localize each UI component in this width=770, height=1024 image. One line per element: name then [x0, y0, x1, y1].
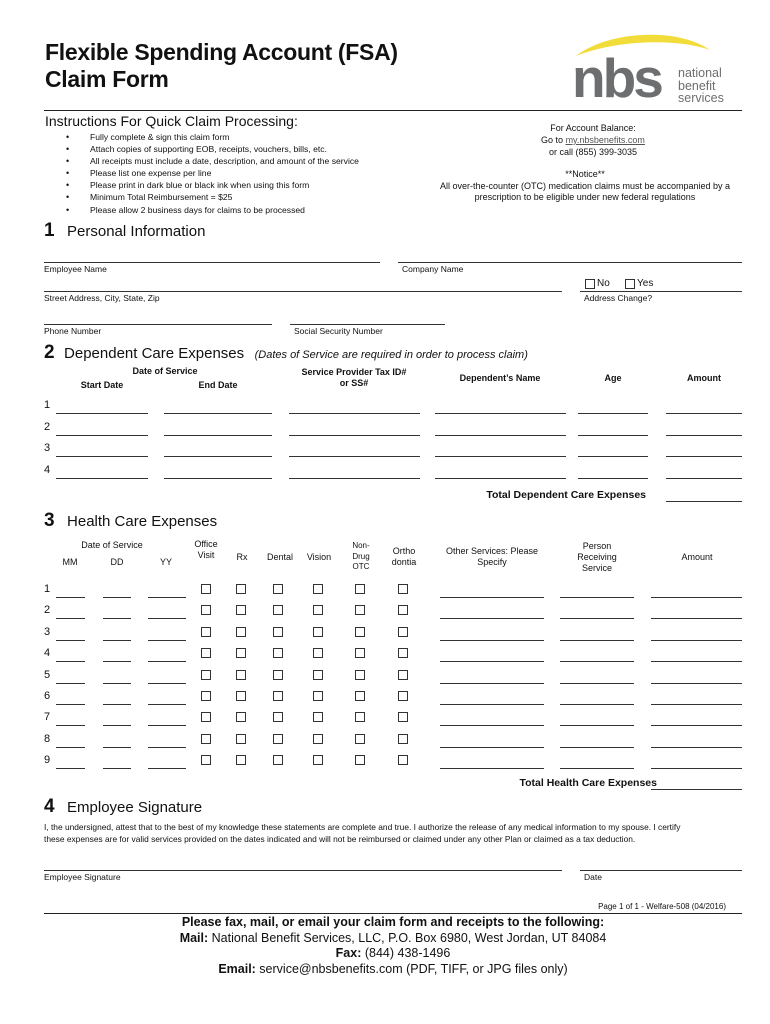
non-drug-otc-checkbox[interactable]: [355, 670, 365, 680]
section2-heading: 2 Dependent Care Expenses (Dates of Service are required in order to process claim): [44, 342, 528, 363]
hc-other-services-field[interactable]: [440, 597, 544, 598]
non-drug-otc-checkbox[interactable]: [355, 584, 365, 594]
dental-checkbox[interactable]: [273, 734, 283, 744]
section4-heading: 4 Employee Signature: [44, 796, 203, 817]
balance-link[interactable]: my.nbsbenefits.com: [565, 135, 645, 145]
dc-dependent-name-field[interactable]: [435, 456, 566, 457]
dental-checkbox[interactable]: [273, 670, 283, 680]
dc-provider-header: Service Provider Tax ID# or SS#: [301, 367, 407, 388]
hc-row-number: 1: [44, 583, 51, 595]
non-drug-otc-checkbox[interactable]: [355, 712, 365, 722]
dc-row-number: 3: [44, 442, 51, 455]
hc-yy-field[interactable]: [148, 704, 186, 705]
hc-mm-field[interactable]: [56, 725, 85, 726]
dc-age-field[interactable]: [578, 478, 648, 479]
dental-checkbox[interactable]: [273, 691, 283, 701]
section1-heading: 1 Personal Information: [44, 220, 206, 241]
vision-checkbox[interactable]: [313, 734, 323, 744]
signature-date-field[interactable]: [580, 870, 742, 871]
instructions-heading: Instructions For Quick Claim Processing:: [45, 113, 298, 129]
hc-person-field[interactable]: [560, 640, 634, 641]
hc-amount-field[interactable]: [651, 597, 742, 598]
hc-other-services-field[interactable]: [440, 704, 544, 705]
hc-person-field[interactable]: [560, 683, 634, 684]
hc-person-field[interactable]: [560, 597, 634, 598]
street-address-field[interactable]: [44, 291, 562, 292]
hc-yy-field[interactable]: [148, 661, 186, 662]
footer-divider: [44, 913, 742, 914]
hc-amount-header: Amount: [681, 552, 713, 562]
hc-mm-field[interactable]: [56, 640, 85, 641]
signature-date-label: Date: [584, 872, 602, 882]
footer-instruction: Please fax, mail, or email your claim form and receipts to the following:: [181, 915, 605, 929]
hc-person-field[interactable]: [560, 725, 634, 726]
hc-amount-field[interactable]: [651, 704, 742, 705]
hc-other-services-field[interactable]: [440, 725, 544, 726]
hc-yy-field[interactable]: [148, 747, 186, 748]
vision-checkbox[interactable]: [313, 712, 323, 722]
footer-mail: Mail: National Benefit Services, LLC, P.O. Box 6980, West Jordan, UT 84084: [179, 931, 607, 945]
dc-amount-header: Amount: [687, 373, 721, 383]
hc-mm-field[interactable]: [56, 768, 85, 769]
dc-total-field[interactable]: [666, 501, 742, 502]
hc-row-number: 9: [44, 754, 51, 767]
dc-age-field[interactable]: [578, 456, 648, 457]
non-drug-otc-checkbox[interactable]: [355, 648, 365, 658]
hc-mm-header: MM: [62, 557, 78, 567]
rx-checkbox[interactable]: [236, 712, 246, 722]
vision-checkbox[interactable]: [313, 605, 323, 615]
rx-checkbox[interactable]: [236, 584, 246, 594]
office-visit-checkbox[interactable]: [201, 627, 211, 637]
orthodontia-checkbox[interactable]: [398, 755, 408, 765]
hc-row-number: 7: [44, 711, 51, 724]
non-drug-otc-checkbox[interactable]: [355, 734, 365, 744]
hc-row-number: 6: [44, 690, 51, 702]
dc-end-date-field[interactable]: [164, 435, 272, 436]
hc-amount-field[interactable]: [651, 683, 742, 684]
form-title-line2: Claim Form: [45, 66, 169, 92]
vision-checkbox[interactable]: [313, 755, 323, 765]
hc-date-of-service-header: Date of Service: [81, 540, 143, 550]
hc-dd-field[interactable]: [103, 618, 131, 619]
hc-dd-field[interactable]: [103, 683, 131, 684]
hc-mm-field[interactable]: [56, 597, 85, 598]
dc-provider-field[interactable]: [289, 413, 420, 414]
rx-checkbox[interactable]: [236, 734, 246, 744]
orthodontia-checkbox[interactable]: [398, 584, 408, 594]
hc-mm-field[interactable]: [56, 661, 85, 662]
company-name-label: Company Name: [402, 264, 464, 274]
dc-age-header: Age: [604, 373, 622, 383]
hc-orthodontia-header: Ortho dontia: [391, 546, 417, 567]
hc-vision-header: Vision: [306, 552, 332, 562]
dental-checkbox[interactable]: [273, 755, 283, 765]
non-drug-otc-checkbox[interactable]: [355, 605, 365, 615]
employee-signature-label: Employee Signature: [44, 872, 121, 882]
hc-row-number: 4: [44, 647, 51, 660]
hc-dd-field[interactable]: [103, 661, 131, 662]
dc-date-of-service-header: Date of Service: [132, 366, 198, 376]
hc-other-services-field[interactable]: [440, 640, 544, 641]
hc-dental-header: Dental: [266, 552, 293, 562]
hc-dd-field[interactable]: [103, 640, 131, 641]
dc-age-field[interactable]: [578, 413, 648, 414]
header-divider: [44, 110, 742, 111]
dental-checkbox[interactable]: [273, 605, 283, 615]
dc-start-date-field[interactable]: [56, 413, 148, 414]
dc-start-date-field[interactable]: [56, 456, 148, 457]
hc-office-visit-header: Office Visit: [194, 539, 218, 560]
hc-dd-field[interactable]: [103, 704, 131, 705]
orthodontia-checkbox[interactable]: [398, 648, 408, 658]
orthodontia-checkbox[interactable]: [398, 691, 408, 701]
dc-amount-field[interactable]: [666, 456, 742, 457]
orthodontia-checkbox[interactable]: [398, 627, 408, 637]
hc-yy-header: YY: [159, 557, 172, 567]
hc-non-drug-otc-header: Non- Drug OTC: [352, 541, 370, 571]
form-title-line1: Flexible Spending Account (FSA): [45, 39, 398, 65]
hc-other-services-header: Other Services: Please Specify: [445, 546, 539, 567]
address-change-line: [580, 291, 742, 292]
non-drug-otc-checkbox[interactable]: [355, 627, 365, 637]
dental-checkbox[interactable]: [273, 584, 283, 594]
non-drug-otc-checkbox[interactable]: [355, 755, 365, 765]
dc-provider-field[interactable]: [289, 456, 420, 457]
hc-other-services-field[interactable]: [440, 768, 544, 769]
hc-total-label: Total Health Care Expenses: [519, 777, 657, 789]
section3-heading: 3 Health Care Expenses: [44, 510, 218, 531]
dc-amount-field[interactable]: [666, 435, 742, 436]
vision-checkbox[interactable]: [313, 691, 323, 701]
dc-dependent-name-field[interactable]: [435, 435, 566, 436]
dc-end-date-header: End Date: [198, 380, 238, 390]
vision-checkbox[interactable]: [313, 648, 323, 658]
hc-mm-field[interactable]: [56, 618, 85, 619]
dc-end-date-field[interactable]: [164, 413, 272, 414]
dc-provider-field[interactable]: [289, 435, 420, 436]
list-item: • Fully complete & sign this claim form: [66, 131, 359, 143]
logo-text: nbs: [572, 47, 661, 109]
hc-row-number: 2: [44, 604, 51, 617]
rx-checkbox[interactable]: [236, 648, 246, 658]
hc-other-services-field[interactable]: [440, 683, 544, 684]
hc-person-field[interactable]: [560, 768, 634, 769]
hc-amount-field[interactable]: [651, 640, 742, 641]
ssn-label: Social Security Number: [294, 326, 383, 336]
footer-email: Email: service@nbsbenefits.com (PDF, TIFF, or JPG files only): [218, 962, 568, 976]
vision-checkbox[interactable]: [313, 670, 323, 680]
page-number: Page 1 of 1 - Welfare-508 (04/2016): [598, 902, 726, 911]
hc-person-receiving-header: Person Receiving Service: [577, 541, 617, 573]
list-item: • Please allow 2 business days for claims to be processed: [66, 204, 359, 216]
hc-amount-field[interactable]: [651, 661, 742, 662]
account-balance-info: For Account Balance: Go to my.nbsbenefits.com or call (855) 399-3035: [541, 123, 645, 157]
dc-dependent-name-header: Dependent’s Name: [459, 373, 541, 383]
hc-amount-field[interactable]: [651, 768, 742, 769]
street-address-label: Street Address, City, State, Zip: [44, 293, 160, 303]
rx-checkbox[interactable]: [236, 627, 246, 637]
hc-yy-field[interactable]: [148, 768, 186, 769]
dc-amount-field[interactable]: [666, 478, 742, 479]
office-visit-checkbox[interactable]: [201, 691, 211, 701]
dc-row-number: 2: [44, 420, 51, 433]
non-drug-otc-checkbox[interactable]: [355, 691, 365, 701]
nbs-logo: [566, 30, 746, 108]
dental-checkbox[interactable]: [273, 712, 283, 722]
hc-dd-field[interactable]: [103, 747, 131, 748]
dc-age-field[interactable]: [578, 435, 648, 436]
list-item: • Attach copies of supporting EOB, receipts, vouchers, bills, etc.: [66, 143, 359, 155]
hc-yy-field[interactable]: [148, 640, 186, 641]
vision-checkbox[interactable]: [313, 627, 323, 637]
office-visit-checkbox[interactable]: [201, 755, 211, 765]
office-visit-checkbox[interactable]: [201, 734, 211, 744]
dc-dependent-name-field[interactable]: [435, 478, 566, 479]
hc-amount-field[interactable]: [651, 725, 742, 726]
rx-checkbox[interactable]: [236, 755, 246, 765]
rx-checkbox[interactable]: [236, 670, 246, 680]
address-change-no-checkbox[interactable]: [585, 279, 595, 289]
dental-checkbox[interactable]: [273, 627, 283, 637]
office-visit-checkbox[interactable]: [201, 712, 211, 722]
hc-yy-field[interactable]: [148, 683, 186, 684]
office-visit-checkbox[interactable]: [201, 648, 211, 658]
address-change-label: Address Change?: [584, 293, 653, 303]
hc-dd-field[interactable]: [103, 725, 131, 726]
hc-other-services-field[interactable]: [440, 618, 544, 619]
orthodontia-checkbox[interactable]: [398, 712, 408, 722]
hc-yy-field[interactable]: [148, 597, 186, 598]
address-change-yes-checkbox[interactable]: [625, 279, 635, 289]
dc-dependent-name-field[interactable]: [435, 413, 566, 414]
hc-person-field[interactable]: [560, 661, 634, 662]
dc-total-label: Total Dependent Care Expenses: [486, 489, 646, 501]
hc-total-field[interactable]: [651, 789, 742, 790]
orthodontia-checkbox[interactable]: [398, 670, 408, 680]
rx-checkbox[interactable]: [236, 605, 246, 615]
hc-mm-field[interactable]: [56, 747, 85, 748]
hc-dd-header: DD: [110, 557, 124, 567]
hc-other-services-field[interactable]: [440, 661, 544, 662]
hc-person-field[interactable]: [560, 747, 634, 748]
otc-notice: **Notice** All over-the-counter (OTC) medication claims must be accompanied by a prescription to be eligible under new federal regulations: [439, 169, 731, 202]
hc-mm-field[interactable]: [56, 704, 85, 705]
office-visit-checkbox[interactable]: [201, 605, 211, 615]
hc-dd-field[interactable]: [103, 597, 131, 598]
dc-start-date-header: Start Date: [80, 380, 124, 390]
footer-fax: Fax: (844) 438-1496: [335, 946, 451, 960]
hc-row-number: 5: [44, 668, 51, 681]
orthodontia-checkbox[interactable]: [398, 734, 408, 744]
list-item: • All receipts must include a date, description, and amount of the service: [66, 155, 359, 167]
hc-person-field[interactable]: [560, 704, 634, 705]
employee-name-label: Employee Name: [44, 264, 107, 274]
dc-row-number: 1: [44, 399, 51, 411]
dental-checkbox[interactable]: [273, 648, 283, 658]
dc-end-date-field[interactable]: [164, 478, 272, 479]
office-visit-checkbox[interactable]: [201, 584, 211, 594]
dc-start-date-field[interactable]: [56, 478, 148, 479]
hc-row-number: 3: [44, 625, 51, 638]
orthodontia-checkbox[interactable]: [398, 605, 408, 615]
list-item: • Minimum Total Reimbursement = $25: [66, 191, 359, 203]
dc-provider-field[interactable]: [289, 478, 420, 479]
hc-yy-field[interactable]: [148, 725, 186, 726]
office-visit-checkbox[interactable]: [201, 670, 211, 680]
hc-amount-field[interactable]: [651, 747, 742, 748]
company-name-field[interactable]: [398, 262, 742, 263]
ssn-field[interactable]: [290, 324, 445, 325]
no-label: No: [597, 278, 610, 289]
hc-amount-field[interactable]: [651, 618, 742, 619]
hc-dd-field[interactable]: [103, 768, 131, 769]
phone-label: Phone Number: [44, 326, 102, 336]
dc-start-date-field[interactable]: [56, 435, 148, 436]
list-item: • Please list one expense per line: [66, 167, 359, 179]
hc-yy-field[interactable]: [148, 618, 186, 619]
vision-checkbox[interactable]: [313, 584, 323, 594]
hc-rx-header: Rx: [236, 552, 248, 562]
phone-field[interactable]: [44, 324, 272, 325]
hc-other-services-field[interactable]: [440, 747, 544, 748]
list-item: • Please print in dark blue or black ink when using this form: [66, 179, 359, 191]
dc-amount-field[interactable]: [666, 413, 742, 414]
hc-mm-field[interactable]: [56, 683, 85, 684]
rx-checkbox[interactable]: [236, 691, 246, 701]
yes-label: Yes: [637, 278, 654, 289]
hc-row-number: 8: [44, 732, 51, 745]
dc-end-date-field[interactable]: [164, 456, 272, 457]
attestation-text: I, the undersigned, attest that to the best of my knowledge these statements are complete and true. I authorize the release of any medical information to my spouse. I certify these expenses are for valid services provided on the dates indicated and will not be reimbursed or claimed under any other Plan or claimed as a tax deduction.: [44, 822, 681, 844]
dc-row-number: 4: [44, 464, 51, 477]
employee-signature-field[interactable]: [44, 870, 562, 871]
instructions-list: [66, 131, 359, 216]
hc-person-field[interactable]: [560, 618, 634, 619]
employee-name-field[interactable]: [44, 262, 380, 263]
logo-subtext: national benefit services: [678, 66, 724, 105]
